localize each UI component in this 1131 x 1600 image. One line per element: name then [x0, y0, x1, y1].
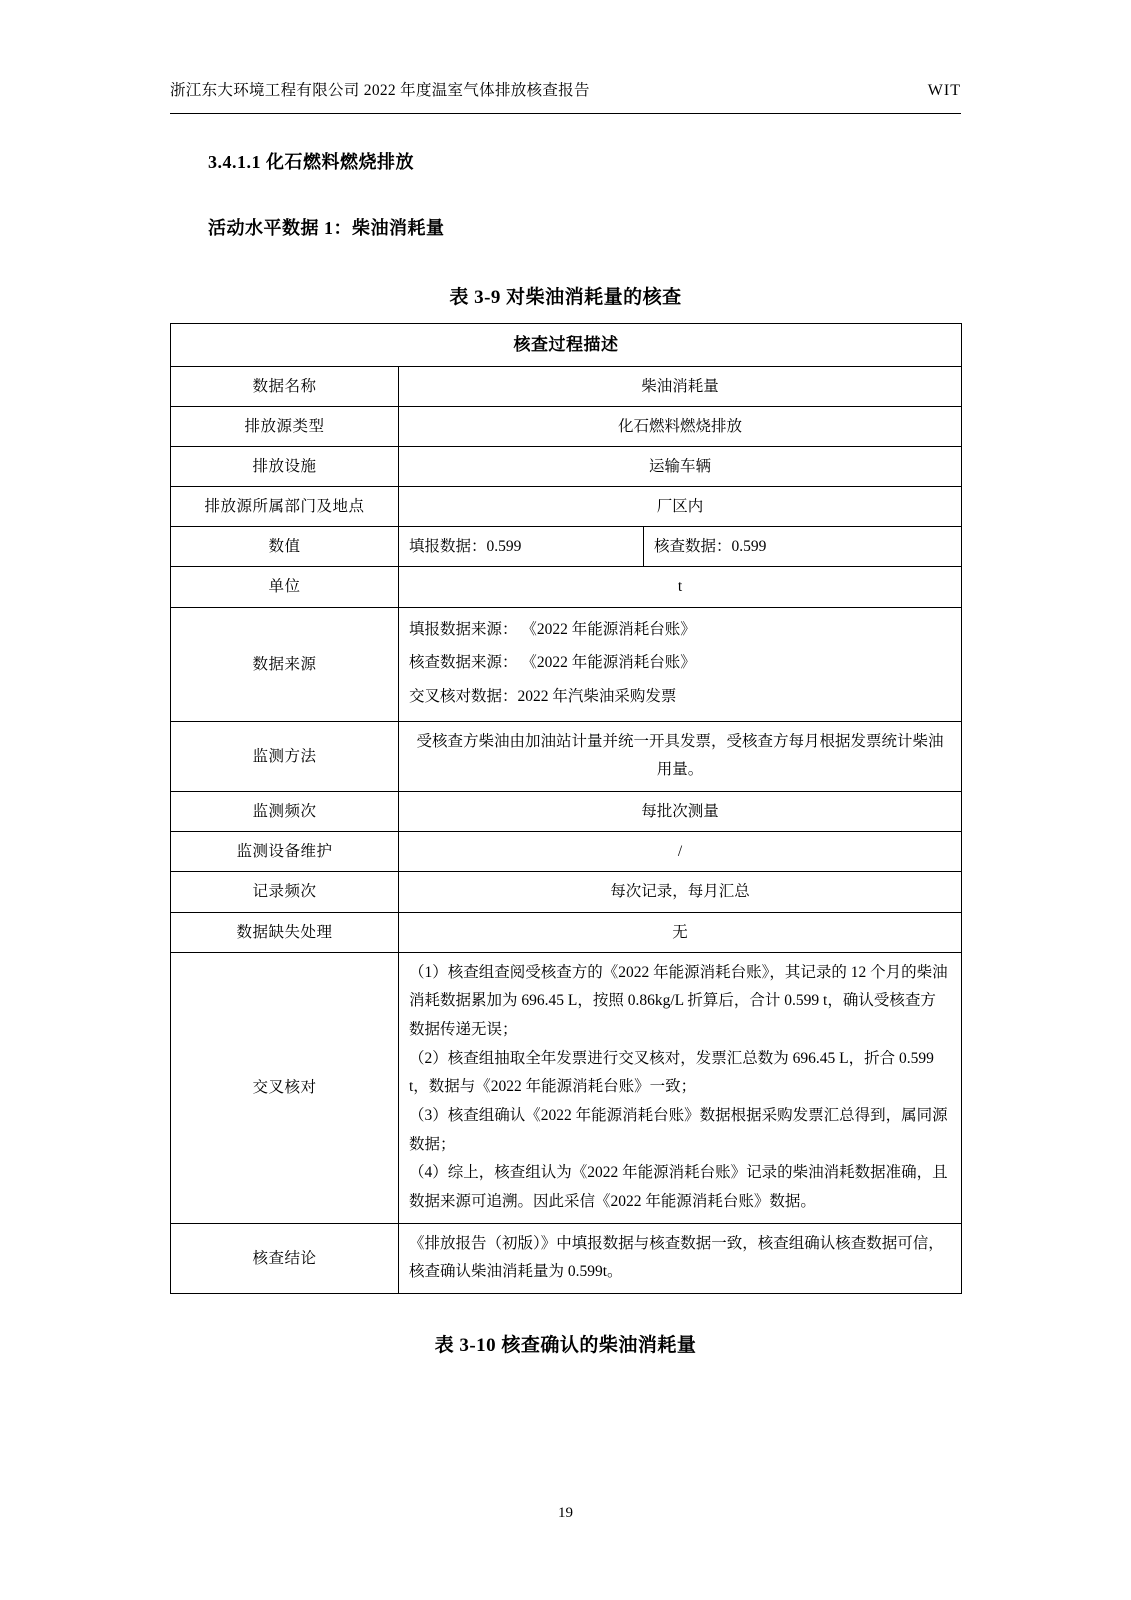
table-caption: 表 3-9 对柴油消耗量的核查: [449, 287, 682, 308]
row-label: 单位: [171, 567, 399, 607]
cross-check-paragraph: （3）核查组确认《2022 年能源消耗台账》数据根据采购发票汇总得到，属同源数据；: [409, 1107, 948, 1153]
table-row: [171, 487, 962, 527]
row-value: 运输车辆: [399, 447, 962, 487]
row-label: 数值: [171, 527, 399, 567]
row-value: 每次记录，每月汇总: [399, 872, 962, 912]
table-row: [171, 406, 962, 446]
row-label: 排放源所属部门及地点: [171, 487, 399, 527]
activity-heading: 活动水平数据 1：柴油消耗量: [208, 218, 445, 238]
row-value: /: [399, 832, 962, 872]
table-row-conclusion: [171, 1223, 962, 1293]
row-value: 每批次测量: [399, 792, 962, 832]
table-row-unit: [171, 567, 962, 607]
audit-table: [170, 323, 962, 1294]
row-label: 数据缺失处理: [171, 912, 399, 952]
page-header: [170, 78, 961, 100]
row-label: 排放源类型: [171, 406, 399, 446]
table-row: [171, 832, 962, 872]
cross-check-paragraph: （4）综上，核查组认为《2022 年能源消耗台账》记录的柴油消耗数据准确，且数据来源可追溯。因此采信《2022 年能源消耗台账》数据。: [409, 1164, 948, 1211]
row-label: 核查结论: [171, 1223, 399, 1293]
row-label: 监测设备维护: [171, 832, 399, 872]
table-row-source: [171, 607, 962, 721]
row-label: 监测频次: [171, 792, 399, 832]
source-line: 交叉核对数据：2022 年汽柴油采购发票: [409, 688, 677, 706]
row-label: 数据来源: [171, 607, 399, 721]
row-value: t: [399, 567, 962, 607]
page-number: 19: [558, 1505, 573, 1521]
table-row: [171, 792, 962, 832]
header-divider: [170, 113, 961, 114]
reported-value: 填报数据：0.599: [399, 527, 644, 567]
table-row: [171, 912, 962, 952]
conclusion-cell: [399, 1223, 962, 1293]
cross-check-cell: [399, 952, 962, 1223]
source-cell: [399, 607, 962, 721]
row-value: 受核查方柴油由加油站计量并统一开具发票，受核查方每月根据发票统计柴油用量。: [399, 721, 962, 791]
row-value: 柴油消耗量: [399, 366, 962, 406]
table-row: [171, 366, 962, 406]
table-title-cell: 核查过程描述: [171, 324, 962, 367]
header-title: 浙江东大环境工程有限公司 2022 年度温室气体排放核查报告: [170, 82, 590, 99]
source-line: 填报数据来源： 《2022 年能源消耗台账》: [409, 620, 696, 638]
row-label: 排放设施: [171, 447, 399, 487]
row-value: 化石燃料燃烧排放: [399, 406, 962, 446]
table-row-numeric: [171, 527, 962, 567]
conclusion-paragraph: 《排放报告（初版）》中填报数据与核查数据一致，核查组确认核查数据可信，核查确认柴油消耗量为 0.599t。: [409, 1234, 944, 1281]
row-value: 无: [399, 912, 962, 952]
header-logo-text: WIT: [927, 82, 961, 99]
table-row-cross-check: [171, 952, 962, 1223]
row-label: 数据名称: [171, 366, 399, 406]
table-row: [171, 324, 962, 367]
page-content: [170, 140, 961, 1371]
cross-check-paragraph: （2）核查组抽取全年发票进行交叉核对，发票汇总数为 696.45 L，折合 0.599 t，数据与《2022 年能源消耗台账》一致；: [409, 1049, 934, 1096]
row-label: 监测方法: [171, 721, 399, 791]
row-value: 厂区内: [399, 487, 962, 527]
section-heading: 3.4.1.1 化石燃料燃烧排放: [208, 152, 414, 172]
source-line: 核查数据来源： 《2022 年能源消耗台账》: [409, 654, 696, 672]
row-label: 记录频次: [171, 872, 399, 912]
table-row: [171, 447, 962, 487]
verified-value: 核查数据：0.599: [644, 527, 962, 567]
next-table-caption: 表 3-10 核查确认的柴油消耗量: [434, 1335, 697, 1357]
row-label: 交叉核对: [171, 952, 399, 1223]
table-row-method: [171, 721, 962, 791]
table-row: [171, 872, 962, 912]
cross-check-paragraph: （1）核查组查阅受核查方的《2022 年能源消耗台账》，其记录的 12 个月的柴油消耗数据累加为 696.45 L，按照 0.86kg/L 折算后，合计 0.599 t，确认受核查方数据传递无误；: [409, 963, 948, 1038]
